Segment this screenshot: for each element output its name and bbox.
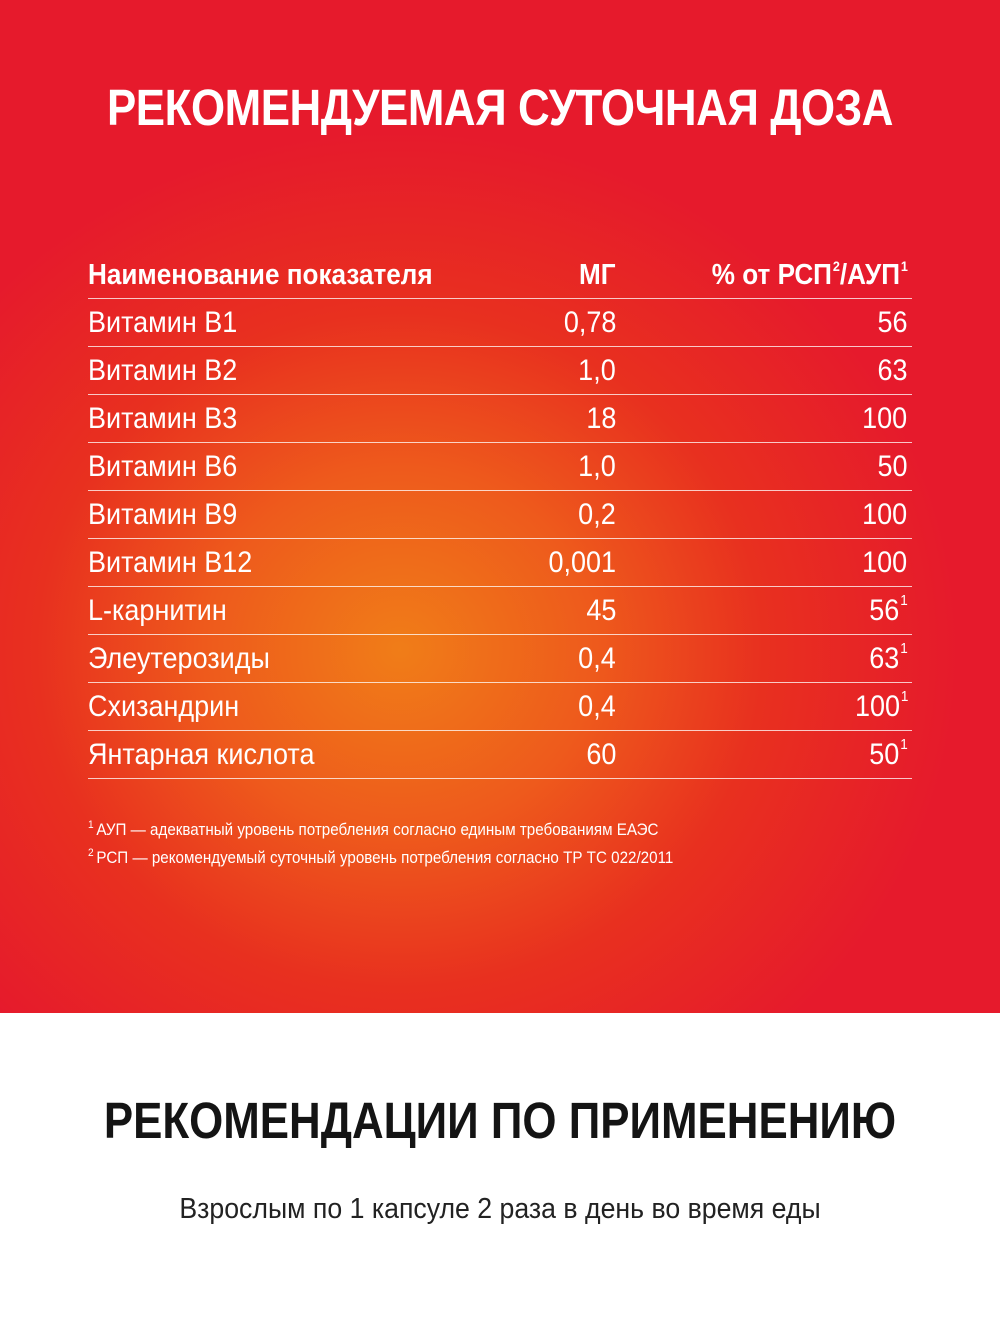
row-name: Янтарная кислота	[88, 738, 315, 771]
row-mg: 0,4	[578, 690, 616, 723]
row-pct	[877, 347, 908, 394]
row-pct	[862, 395, 908, 442]
row-pct-sup: 1	[900, 592, 908, 609]
row-name: Витамин В1	[88, 306, 238, 339]
footnote-text: РСП — рекомендуемый суточный уровень потребления согласно ТР ТС 022/2011	[96, 849, 674, 867]
table-row	[88, 395, 912, 443]
row-mg: 0,001	[548, 546, 616, 579]
header-name: Наименование показателя	[88, 259, 433, 291]
row-pct-value: 100	[862, 402, 908, 435]
row-mg: 18	[585, 402, 616, 435]
usage-text: Взрослым по 1 капсуле 2 раза в день во время еды	[179, 1193, 821, 1225]
footnote-text: АУП — адекватный уровень потребления согласно единым требованиям ЕАЭС	[96, 821, 659, 839]
row-pct-value: 100	[862, 498, 908, 531]
row-mg: 1,0	[578, 450, 616, 483]
table-row	[88, 347, 912, 395]
row-name: Витамин В12	[88, 546, 253, 579]
table-header-row	[88, 252, 912, 299]
row-pct	[862, 491, 908, 538]
header-mg: МГ	[579, 259, 616, 291]
table-row	[88, 731, 912, 779]
row-pct-value: 56	[877, 306, 908, 339]
footnote-number: 1	[88, 819, 94, 831]
row-pct-value: 50	[877, 450, 908, 483]
header-pct-text: % от РСП	[711, 259, 833, 291]
row-mg: 0,2	[578, 498, 616, 531]
row-pct-value: 100	[854, 690, 900, 723]
usage-title: РЕКОМЕНДАЦИИ ПО ПРИМЕНЕНИЮ	[103, 1092, 897, 1149]
usage-section	[0, 1013, 1000, 1333]
row-pct-value: 63	[869, 642, 900, 675]
row-mg: 45	[585, 594, 616, 627]
row-pct	[862, 539, 908, 586]
row-pct	[870, 635, 908, 682]
footnote	[88, 816, 673, 844]
row-pct	[877, 299, 908, 346]
header-pct-sup-2: 2	[832, 258, 840, 274]
row-pct-value: 50	[869, 738, 900, 771]
row-name: Витамин В3	[88, 402, 238, 435]
table-row	[88, 491, 912, 539]
row-pct	[870, 731, 908, 778]
nutrition-table	[88, 252, 912, 779]
row-name: Витамин В9	[88, 498, 238, 531]
row-name: Витамин В2	[88, 354, 238, 387]
row-pct	[870, 587, 908, 634]
row-pct-sup: 1	[900, 640, 908, 657]
row-pct-value: 63	[877, 354, 908, 387]
header-pct	[712, 252, 908, 298]
footnotes	[88, 816, 724, 872]
table-row	[88, 299, 912, 347]
row-pct-sup: 1	[900, 688, 908, 705]
row-name: L-карнитин	[88, 594, 227, 627]
row-name: Витамин В6	[88, 450, 238, 483]
row-mg: 60	[585, 738, 616, 771]
table-row	[88, 683, 912, 731]
table-row	[88, 587, 912, 635]
row-pct	[855, 683, 908, 730]
row-pct-value: 100	[862, 546, 908, 579]
row-pct	[877, 443, 908, 490]
row-pct-value: 56	[869, 594, 900, 627]
footnote	[88, 844, 673, 872]
row-pct-sup: 1	[900, 736, 908, 753]
table-row	[88, 635, 912, 683]
row-mg: 1,0	[578, 354, 616, 387]
footnote-number: 2	[88, 847, 94, 859]
row-mg: 0,4	[578, 642, 616, 675]
header-pct-sup-1: 1	[900, 258, 908, 274]
page-title: РЕКОМЕНДУЕМАЯ СУТОЧНАЯ ДОЗА	[106, 79, 894, 136]
row-name: Элеутерозиды	[88, 642, 270, 675]
header-pct-tail: /АУП	[839, 259, 901, 291]
row-mg: 0,78	[563, 306, 616, 339]
table-row	[88, 443, 912, 491]
table-row	[88, 539, 912, 587]
row-name: Схизандрин	[88, 690, 240, 723]
